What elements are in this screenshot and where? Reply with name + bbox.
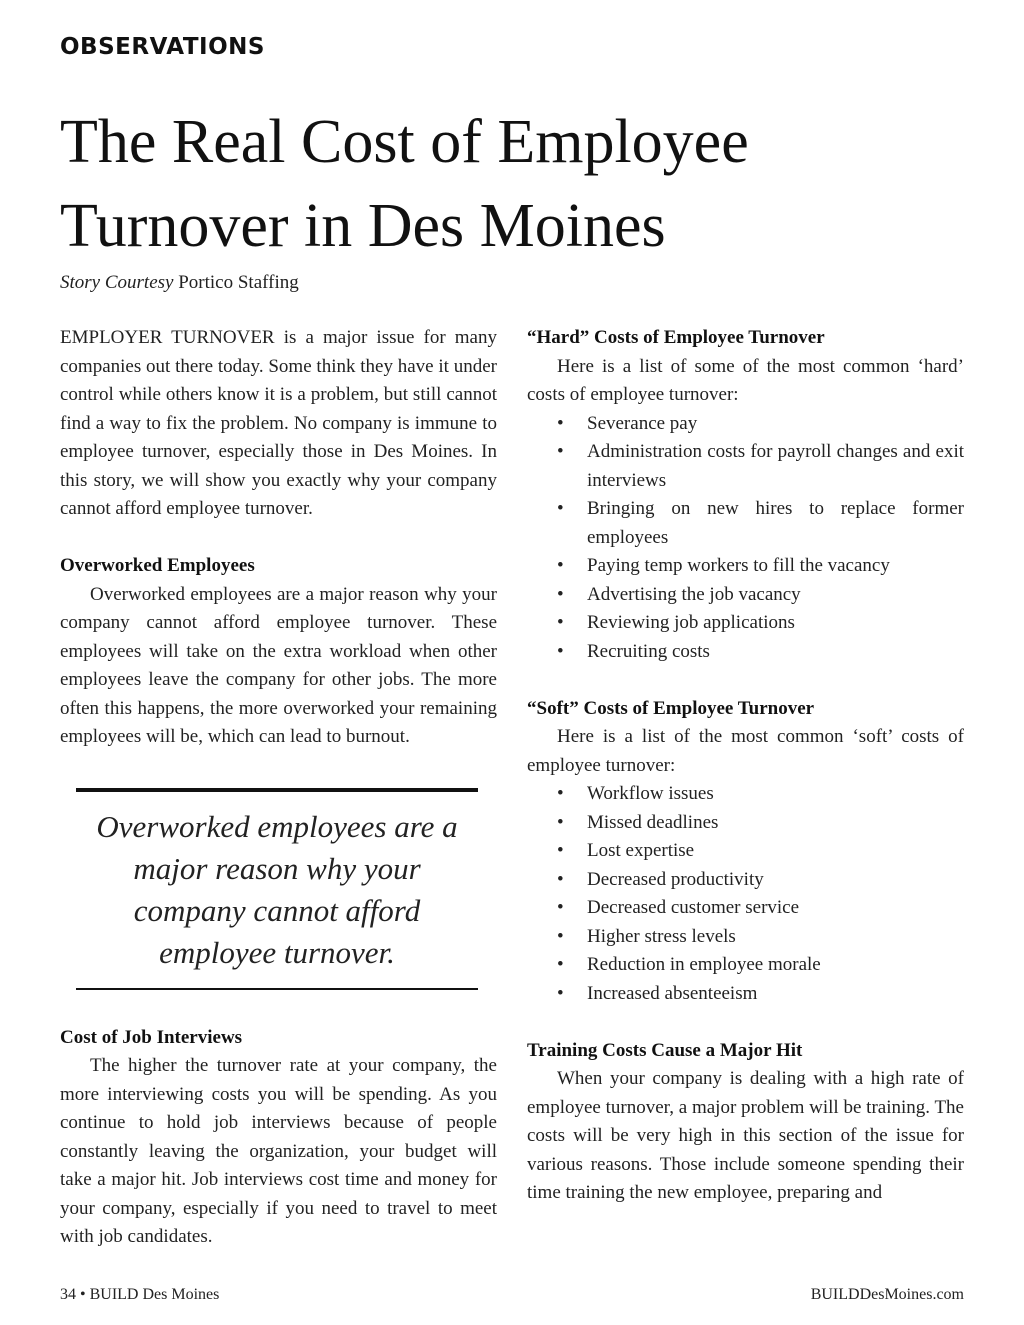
bullet-icon: • <box>557 783 564 804</box>
bullet-icon: • <box>557 925 564 947</box>
list-item: • Reduction in employee morale <box>527 951 964 980</box>
footer-page-info: 34 • BUILD Des Moines <box>60 1286 220 1303</box>
list-item: • Higher stress levels <box>527 923 964 952</box>
bullet-icon: • <box>557 412 564 434</box>
list-item: • Recruiting costs <box>527 638 964 667</box>
bullet-icon: • <box>557 498 564 519</box>
interviews-heading: Cost of Job Interviews <box>60 1026 243 1048</box>
bullet-icon: • <box>557 954 564 975</box>
footer-website: BUILDDesMoines.com <box>810 1286 964 1303</box>
right-column <box>527 324 964 1208</box>
hard-costs-heading: “Hard” Costs of Employee Turnover <box>527 327 825 348</box>
training-paragraph: When your company is dealing with a high rate of employee turnover, a major problem will be training. The costs will be very high in this section of the issue for various reasons. Those include someone spending their time training the new employee, preparing and <box>527 1068 964 1203</box>
soft-costs-intro: Here is a list of the most common ‘soft’ costs of employee turnover: <box>527 726 964 776</box>
overworked-heading: Overworked Employees <box>60 555 255 576</box>
overworked-paragraph: Overworked employees are a major reason why your company cannot afford employee turnover. These employees will take on the extra workload when other employees leave the company for other jobs. The more often this happens, the more overworked your remaining employees will be, which can lead to burnout. <box>60 583 497 747</box>
list-item: • Decreased productivity <box>527 866 964 895</box>
bullet-icon: • <box>557 897 564 918</box>
interviews-paragraph: The higher the turnover rate at your company, the more interviewing costs you will be spending. As you continue to hold job interviews because of people constantly leaving the organization, your budget will take a major hit. Job interviews cost time and money for your company, especially if you need to travel to meet with job candidates. <box>60 1055 497 1247</box>
bullet-icon: • <box>557 555 564 576</box>
bullet-icon: • <box>557 640 564 662</box>
list-item: • Bringing on new hires to replace former employees <box>527 495 964 552</box>
byline-prefix: Story Courtesy <box>60 272 174 293</box>
bullet-icon: • <box>557 612 564 633</box>
pull-quote: Overworked employees are a major reason why your company cannot afford employee turnover. <box>76 788 478 990</box>
bullet-icon: • <box>557 982 564 1004</box>
byline <box>60 272 299 294</box>
list-item: • Administration costs for payroll changes and exit interviews <box>527 438 964 495</box>
list-item: • Severance pay <box>527 410 964 439</box>
hard-costs-intro: Here is a list of some of the most common ‘hard’ costs of employee turnover: <box>527 355 964 405</box>
list-item: • Workflow issues <box>527 780 964 809</box>
list-item: • Advertising the job vacancy <box>527 581 964 610</box>
bullet-icon: • <box>557 868 564 890</box>
bullet-icon: • <box>557 441 564 462</box>
bullet-icon: • <box>557 811 564 833</box>
soft-costs-list <box>527 780 964 1008</box>
bullet-icon: • <box>557 583 564 605</box>
list-item: • Reviewing job applications <box>527 609 964 638</box>
bullet-icon: • <box>557 840 564 861</box>
list-item: • Paying temp workers to fill the vacancy <box>527 552 964 581</box>
list-item: • Lost expertise <box>527 837 964 866</box>
list-item: • Increased absenteeism <box>527 980 964 1009</box>
intro-paragraph: EMPLOYER TURNOVER is a major issue for many companies out there today. Some think they have it under control while others know it is a problem, but still cannot find a way to fix the problem. No company is immune to employee turnover, especially those in Des Moines. In this story, we will show you exactly why your company cannot afford employee turnover. <box>60 327 497 519</box>
byline-source: Portico Staffing <box>178 272 299 293</box>
section-label: OBSERVATIONS <box>60 34 265 60</box>
article-title: The Real Cost of Employee Turnover in Des Moines <box>60 108 749 260</box>
training-heading: Training Costs Cause a Major Hit <box>527 1039 803 1061</box>
list-item: • Decreased customer service <box>527 894 964 923</box>
soft-costs-heading: “Soft” Costs of Employee Turnover <box>527 697 815 719</box>
list-item: • Missed deadlines <box>527 809 964 838</box>
hard-costs-list <box>527 410 964 667</box>
left-column <box>60 324 497 1252</box>
